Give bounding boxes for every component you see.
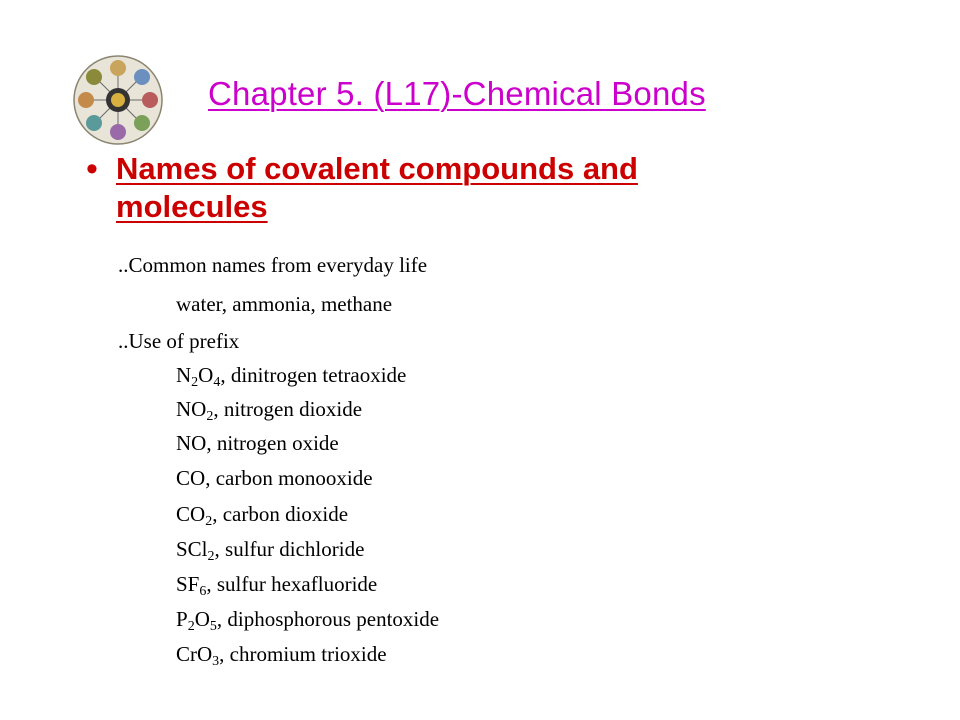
text-line: ..Use of prefix — [118, 329, 240, 353]
compound-line: $SF_6$, sulfur hexafluoride — [176, 572, 378, 599]
compound-line: CrO$_3$, chromium trioxide — [176, 642, 387, 669]
compound-line: SCl$_2$, sulfur dichloride — [176, 537, 365, 564]
chemistry-wheel-logo — [70, 52, 166, 148]
compound-line: $N_2O_4$, dinitrogen tetraoxide — [176, 363, 407, 390]
compound-line: $NO_2$, nitrogen dioxide — [176, 397, 363, 424]
compound-line: $P_2O_5$, diphosphorous pentoxide — [176, 607, 440, 634]
slide-title: Chapter 5. (L17)-Chemical Bonds — [208, 75, 706, 112]
compound-line: CO, carbon monooxide — [176, 466, 373, 490]
compound-line: $CO_2$, carbon dioxide — [176, 502, 349, 529]
bullet-dot-icon: • — [86, 150, 98, 188]
text-line: water, ammonia, methane — [176, 292, 393, 316]
compound-line: NO, nitrogen oxide — [176, 431, 339, 455]
text-line: ..Common names from everyday life — [118, 253, 428, 277]
bullet-heading-text: Names of covalent compounds and molecules — [116, 151, 638, 224]
